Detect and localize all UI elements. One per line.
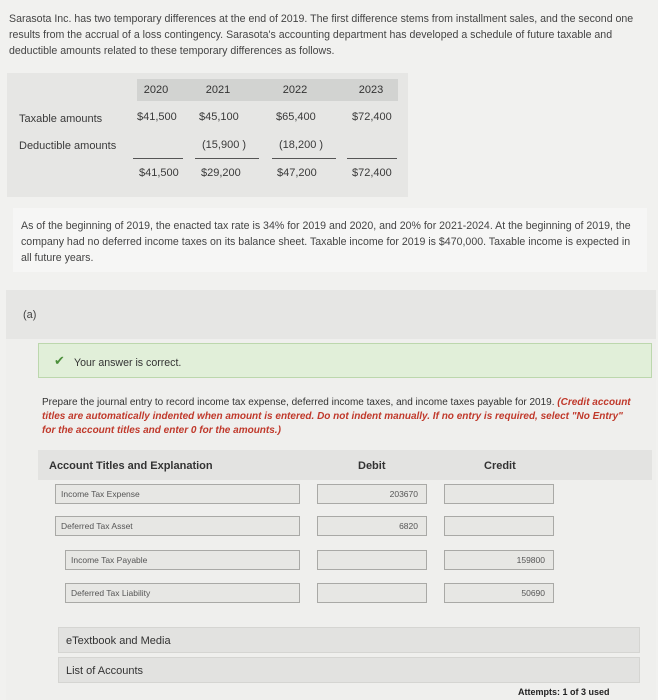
- deductible-amounts-label: Deductible amounts: [19, 140, 117, 152]
- attempts-value: 1 of 3 used: [562, 687, 610, 697]
- account-title-input[interactable]: Deferred Tax Asset: [55, 516, 300, 536]
- account-title-input[interactable]: Income Tax Payable: [65, 550, 300, 570]
- total-2022: $47,200: [277, 167, 317, 179]
- journal-header: [38, 450, 652, 480]
- part-a-header: [6, 290, 656, 339]
- total-rule-2020: [133, 158, 183, 159]
- total-2020: $41,500: [139, 167, 179, 179]
- etextbook-media-button[interactable]: [58, 627, 640, 653]
- taxable-amounts-label: Taxable amounts: [19, 113, 103, 125]
- year-2023: 2023: [358, 84, 384, 96]
- total-2023: $72,400: [352, 167, 392, 179]
- list-of-accounts-button[interactable]: [58, 657, 640, 683]
- list-of-accounts-label: List of Accounts: [66, 665, 144, 677]
- debit-input[interactable]: 6820: [317, 516, 427, 536]
- col-debit: Debit: [358, 460, 386, 472]
- prompt-note: (Credit account titles are automatically indented when amount is entered. Do not indent manually. If no entry is required, select "No Entry" for the account titles and enter 0 for the amounts.): [42, 397, 631, 436]
- col-credit: Credit: [484, 460, 516, 472]
- debit-input[interactable]: [317, 583, 427, 603]
- attempts-counter: [518, 687, 610, 697]
- part-a-label: (a): [23, 309, 37, 321]
- taxable-2023: $72,400: [352, 111, 392, 123]
- attempts-label: Attempts:: [518, 687, 563, 697]
- credit-input[interactable]: [444, 516, 554, 536]
- col-account-titles: Account Titles and Explanation: [49, 460, 213, 472]
- answer-correct-message: Your answer is correct.: [74, 357, 182, 369]
- problem-intro: Sarasota Inc. has two temporary differences at the end of 2019. The first difference stems from installment sales, and the second one results from the accrual of a loss contingency. Sarasota's accounting department has developed a schedule of future taxable and deductible amounts related to these temporary differences as follows.: [9, 13, 634, 57]
- checkmark-icon: ✔: [54, 353, 65, 368]
- taxable-2020: $41,500: [137, 111, 177, 123]
- account-title-input[interactable]: Income Tax Expense: [55, 484, 300, 504]
- deductible-2021: (15,900 ): [202, 139, 247, 151]
- credit-input[interactable]: 159800: [444, 550, 554, 570]
- tax-rate-info: As of the beginning of 2019, the enacted tax rate is 34% for 2019 and 2020, and 20% for 2021-2024. At the beginning of 2019, the company had no deferred income taxes on its balance sheet. Taxable income for 2019 is $470,000. Taxable income is expected in all future years.: [21, 220, 631, 264]
- deductible-2022: (18,200 ): [279, 139, 324, 151]
- year-2020: 2020: [143, 84, 169, 96]
- question-prompt: [42, 396, 632, 438]
- debit-input[interactable]: 203670: [317, 484, 427, 504]
- account-title-input[interactable]: Deferred Tax Liability: [65, 583, 300, 603]
- credit-input[interactable]: 50690: [444, 583, 554, 603]
- prompt-main: Prepare the journal entry to record income tax expense, deferred income taxes, and income taxes payable for 2019.: [42, 397, 558, 408]
- etextbook-media-label: eTextbook and Media: [66, 635, 171, 647]
- total-rule-2023: [347, 158, 397, 159]
- total-rule-2021: [195, 158, 259, 159]
- taxable-2021: $45,100: [199, 111, 239, 123]
- taxable-2022: $65,400: [276, 111, 316, 123]
- total-rule-2022: [272, 158, 336, 159]
- year-2022: 2022: [282, 84, 308, 96]
- year-2021: 2021: [205, 84, 231, 96]
- credit-input[interactable]: [444, 484, 554, 504]
- total-2021: $29,200: [201, 167, 241, 179]
- answer-correct-banner: [38, 343, 652, 378]
- debit-input[interactable]: [317, 550, 427, 570]
